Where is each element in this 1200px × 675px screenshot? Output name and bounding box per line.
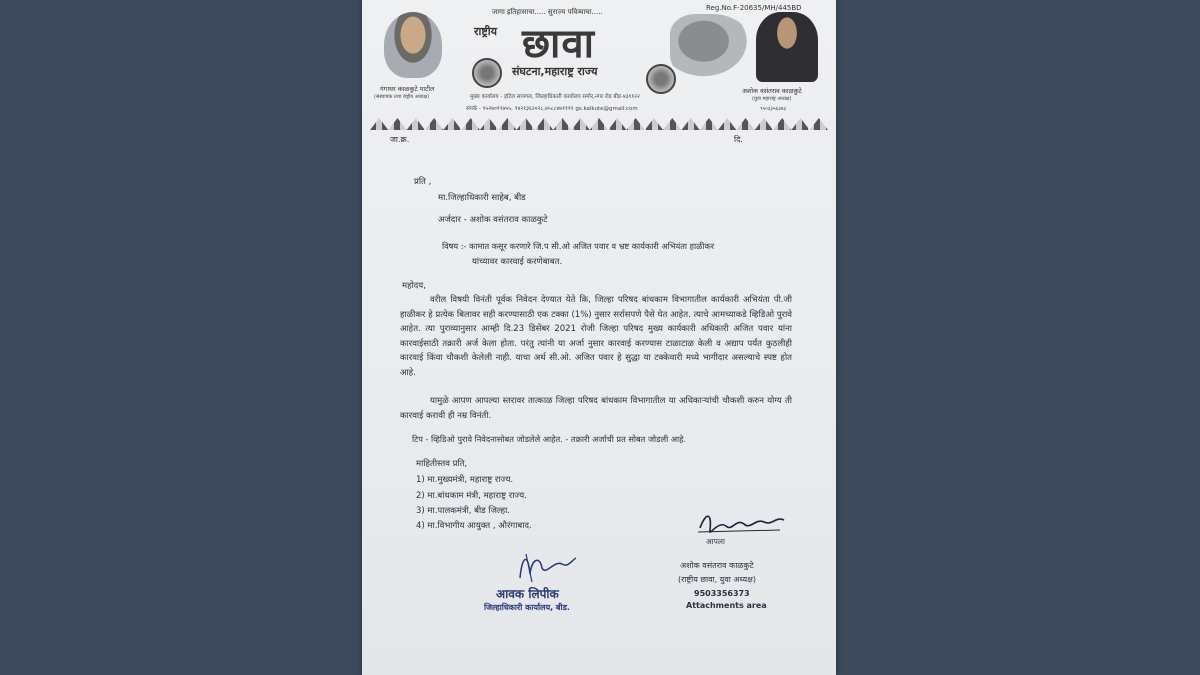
subject-line-1: विषय :- कामात कसूर करणारे जि.प सी.ओ अजित पवार व भ्रष्ट कार्यकारी अभियंता हाळीकर — [442, 241, 715, 251]
org-prefix: राष्ट्रीय — [474, 25, 498, 38]
stamp-office: जिल्हाधिकारी कार्यालय, बीड. — [484, 603, 570, 612]
cc-item: 2) मा.बांधकाम मंत्री, महाराष्ट्र राज्य. — [416, 491, 527, 501]
sender-phone: 9503356373 — [694, 589, 750, 598]
body-paragraph-1: वरील विषयी विनंती पूर्वक निवेदन देण्यात येते कि, जिल्हा परिषद बांधकाम विभागातील कार्यकारी अभियंता पी.जी हाळीकर हे प्रत्येक बिलावर सही करण्यासाठी एक टक्का (1%) नुसार सर्रासपणे पैसे घेत आहेत. त्याचे आमच्याकडे व्हिडिओ पुरावे आहेत. त्या पुराव्यानुसार आम्ही दि.23 डिसेंबर 2021 रोजी जिल्हा परिषद मुख्य कार्यकारी अधिकारी अजित पवार यांना कारवाईसाठी तक्रारी अर्ज केला होता. परंतु त्यांनी या अर्जा नुसार कारवाई करण्यास टाळाटाळ केली व अद्याप पर्यंत कुठलीही कारवाई किंवा चौकशी केलेली नाही. याचा अर्थ सी.ओ. अजित पवार हे सुद्धा या टक्केवारी मध्ये भागीदार असल्याचे स्पष्ट होत आहे. — [400, 295, 792, 378]
org-suffix: संघटना,महाराष्ट्र राज्य — [512, 65, 598, 78]
reg-number: Reg.No.F-20635/MH/445BD — [706, 4, 802, 12]
right-portrait — [756, 12, 818, 82]
contact-line: संपर्क - ९५२७०१९७५५, ९४२१३६२०२८,७५८८४७११११ gs.kalkute@gmail.com — [466, 106, 638, 112]
right-emblem-icon — [646, 64, 676, 94]
clerk-signature — [510, 548, 580, 584]
cc-item: 1) मा.मुख्यमंत्री, महाराष्ट्र राज्य. — [416, 475, 514, 485]
sender-closing: आपला — [706, 537, 725, 546]
cc-item: 3) मा.पालकमंत्री, बीड जिल्हा. — [416, 506, 511, 516]
recipient: मा.जिल्हाधिकारी साहेब, बीड — [438, 193, 526, 203]
applicant: अर्जदार - अशोक वसंतराव काळकुटे — [438, 215, 548, 225]
right-person-phone: ९५०३३५६३७३ — [760, 106, 787, 112]
tagline: जागा इतिहासाचा..... सुराज्य पवित्र्याचा..... — [492, 8, 603, 16]
letter-page — [362, 0, 836, 675]
right-person-name: अशोक वसंतराव काळकुटे — [742, 87, 802, 95]
to-label: प्रति , — [414, 177, 432, 187]
warrior-lion-emblem — [670, 14, 754, 82]
left-person-title: (संस्थापक तथा राष्ट्रीय अध्यक्ष) — [374, 94, 430, 100]
note: टिप - व्हिडिओ पुरावे निवेदनासोबत जोडलेले आहेत. - तक्रारी अर्जाची प्रत सोबत जोडली आहे. — [412, 434, 687, 444]
left-emblem-icon — [472, 58, 502, 88]
decorative-border — [370, 118, 828, 130]
cc-label: माहितीस्तव प्रति, — [416, 459, 468, 469]
date-label: दि. — [734, 135, 743, 144]
body-paragraph-2: यामुळे आपण आपल्या स्तरावर तात्काळ जिल्हा परिषद बांधकाम विभागातील या अधिकाऱ्यांची चौकशी करुन योग्य ती कारवाई करावी ही नम्र विनंती. — [400, 396, 792, 421]
letterhead — [362, 0, 836, 132]
reference-label: जा.क्र. — [390, 135, 410, 144]
office-address: मुख्य कार्यालय - हॉटेल सायगल, जिल्हाधिकारी कार्यालय समोर,नगर रोड बीड-४३११२२ — [470, 94, 640, 100]
cc-item: 4) मा.विभागीय आयुक्त , औरंगाबाद. — [416, 521, 532, 531]
sender-name: अशोक वसंतराव काळकुटे — [680, 561, 754, 570]
stamp-title: आवक लिपीक — [496, 587, 559, 601]
salutation: महोदय, — [402, 281, 426, 291]
subject-line-2: यांच्यावर कारवाई करणेबाबत. — [472, 257, 563, 267]
left-portrait — [384, 12, 442, 78]
right-person-title: (युवा महाराष्ट्र अध्यक्ष) — [752, 96, 792, 102]
org-name: छावा — [522, 21, 595, 67]
attachments-label: Attachments area — [686, 601, 767, 610]
sender-title: (राष्ट्रीय छावा, युवा अध्यक्ष) — [678, 575, 756, 584]
left-person-name: गंगाधर काळकुटे पाटील — [380, 85, 435, 93]
